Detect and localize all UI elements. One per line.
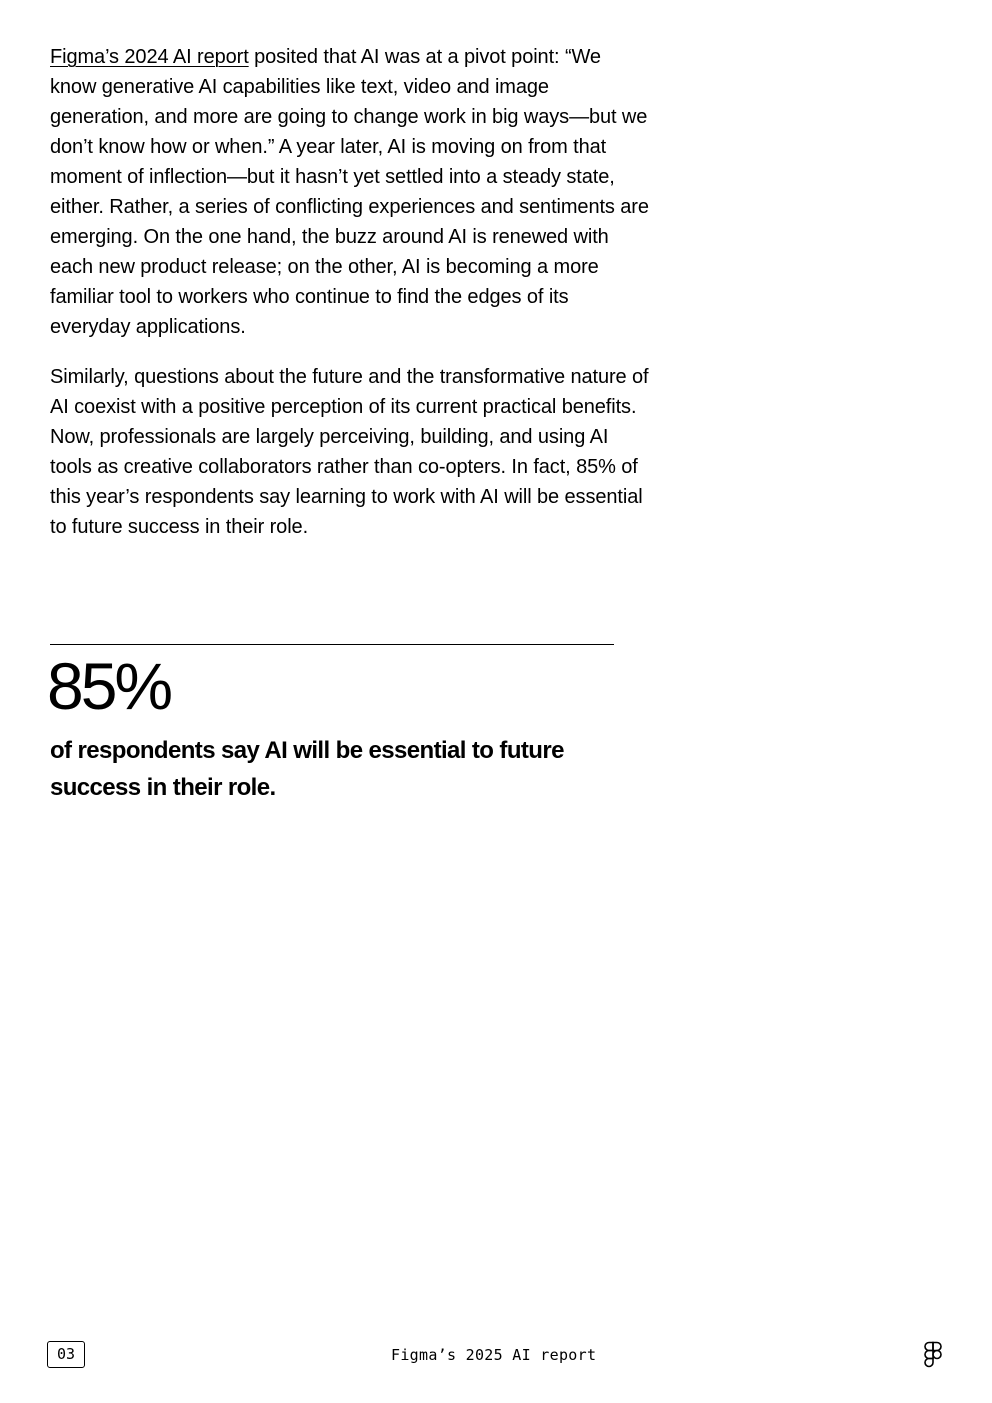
stat-caption: of respondents say AI will be essential to future success in their role.: [50, 737, 564, 801]
figma-2024-report-link[interactable]: Figma’s 2024 AI report: [50, 46, 249, 68]
intro-paragraph-1: [50, 42, 650, 342]
intro-paragraph-2: Similarly, questions about the future and the transformative nature of AI coexist with a positive perception of its current practical benefits. Now, professionals are largely perceiving, building, and using AI tools as creative collaborators rather than co-opters. In fact, 85% of this year’s respondents say learning to work with AI will be essential to future success in their role.: [50, 366, 649, 538]
stat-value: 85%: [47, 649, 171, 723]
footer-report-title: Figma’s 2025 AI report: [391, 1346, 597, 1364]
figma-logo-icon: [922, 1341, 944, 1369]
intro-paragraph-1-text: posited that AI was at a pivot point: “We know generative AI capabilities like text, video and image generation, and more are going to change work in big ways—but we don’t know how or when.” A year later, AI is moving on from that moment of inflection—but it hasn’t yet settled into a steady state, either. Rather, a series of conflicting experiences and sentiments are emerging. On the one hand, the buzz around AI is renewed with each new product release; on the other, AI is becoming a more familiar tool to workers who continue to find the edges of its everyday applications.: [50, 46, 649, 338]
body-text: [50, 42, 650, 542]
page-number-badge: 03: [47, 1341, 85, 1368]
stat-divider: [50, 644, 614, 645]
